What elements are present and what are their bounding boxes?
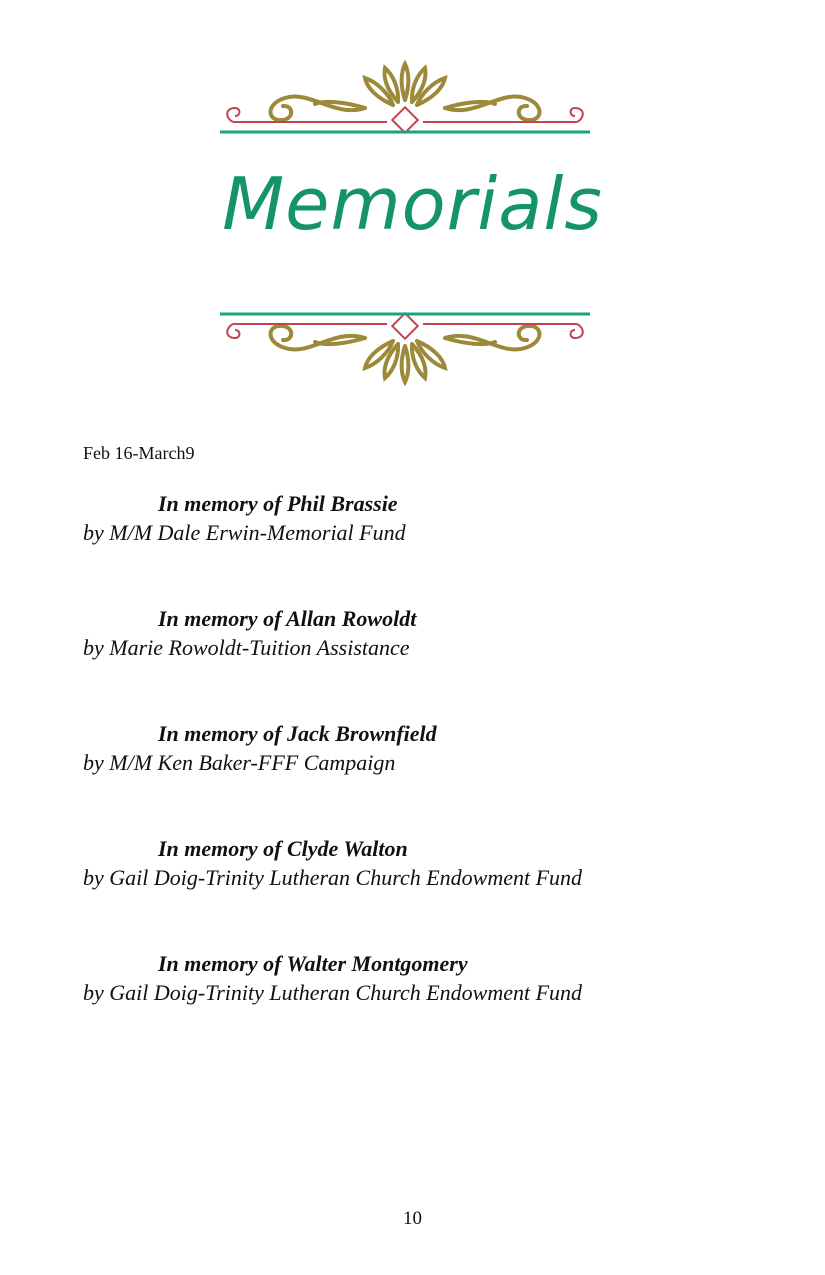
date-range: Feb 16-March9 xyxy=(83,443,195,463)
memorial-name: In memory of Jack Brownfield xyxy=(158,721,437,746)
memorial-name: In memory of Walter Montgomery xyxy=(158,951,468,976)
memorial-name: In memory of Phil Brassie xyxy=(158,491,398,516)
top-ornament xyxy=(215,60,595,150)
memorial-entry xyxy=(83,720,783,777)
memorial-donor: by Marie Rowoldt-Tuition Assistance xyxy=(83,635,410,660)
page-number: 10 xyxy=(403,1208,422,1229)
memorial-donor: by Gail Doig-Trinity Lutheran Church Endowment Fund xyxy=(83,980,583,1005)
bottom-ornament xyxy=(215,296,595,386)
memorial-donor: by M/M Dale Erwin-Memorial Fund xyxy=(83,520,406,545)
memorial-name: In memory of Clyde Walton xyxy=(158,836,408,861)
memorial-donor: by Gail Doig-Trinity Lutheran Church Endowment Fund xyxy=(83,865,583,890)
memorial-entry xyxy=(83,605,783,662)
memorial-name: In memory of Allan Rowoldt xyxy=(158,606,417,631)
memorial-entry xyxy=(83,835,783,892)
memorial-entry xyxy=(83,490,783,547)
memorial-donor: by M/M Ken Baker-FFF Campaign xyxy=(83,750,396,775)
memorial-entry xyxy=(83,950,783,1007)
page-title: Memorials xyxy=(222,162,603,246)
